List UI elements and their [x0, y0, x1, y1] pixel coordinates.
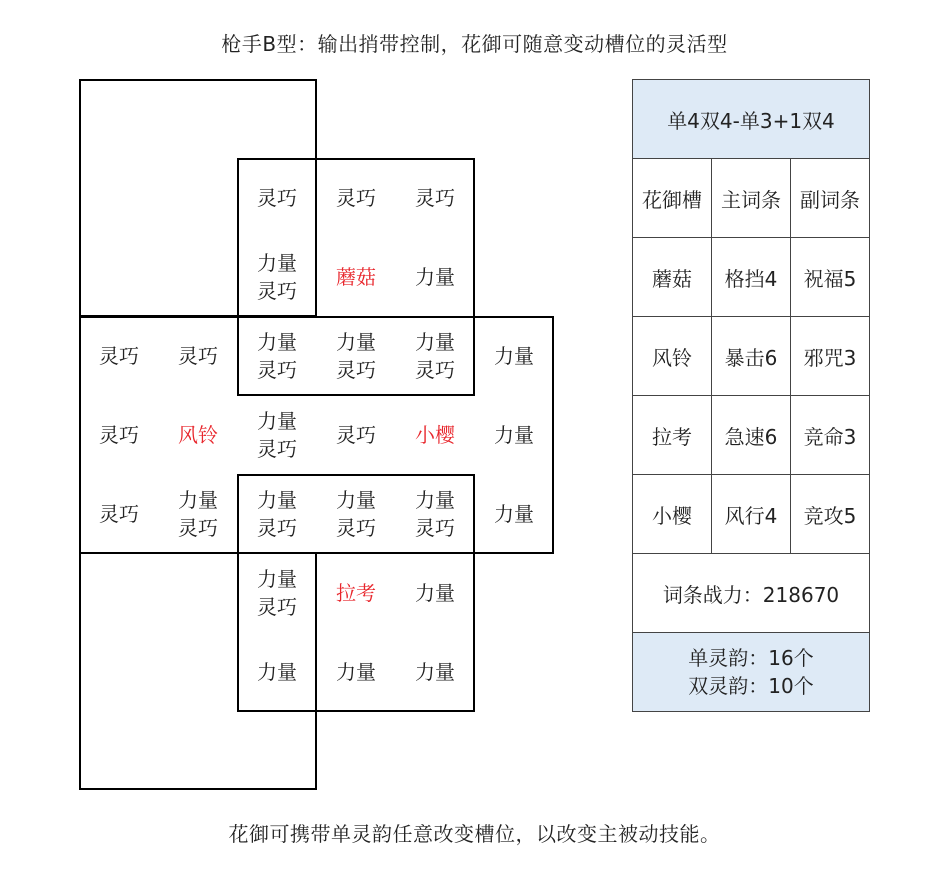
grid-cell: 力量 灵巧: [336, 330, 376, 382]
slot-mushroom: 蘑菇: [336, 265, 376, 289]
grid-cell: 灵巧: [415, 186, 455, 210]
grid-cell: 力量: [494, 423, 534, 447]
grid-cell: 力量 灵巧: [178, 488, 218, 540]
grid-cell: 灵巧: [99, 344, 139, 368]
grid-cell: 力量 灵巧: [257, 251, 297, 303]
grid-cell: 力量 灵巧: [257, 567, 297, 619]
table-cell: 邪咒3: [791, 317, 870, 396]
table-header: 单4双4-单3+1双4: [633, 80, 870, 159]
stats-table: [632, 79, 870, 712]
grid-cell: 力量: [415, 660, 455, 684]
table-cell: 格挡4: [712, 238, 791, 317]
grid-cell: 力量: [494, 344, 534, 368]
slot-sakura: 小樱: [415, 423, 455, 447]
grid-cell: 力量 灵巧: [257, 409, 297, 461]
grid-cell: 灵巧: [336, 423, 376, 447]
aura-summary: 单灵韵：16个 双灵韵：10个: [633, 633, 870, 712]
table-cell: 急速6: [712, 396, 791, 475]
grid-cell: 力量 灵巧: [257, 488, 297, 540]
table-cell: 祝福5: [791, 238, 870, 317]
table-row: [633, 396, 870, 475]
grid-cell: 力量 灵巧: [336, 488, 376, 540]
table-cell: 风铃: [633, 317, 712, 396]
table-column-headers: [633, 159, 870, 238]
table-cell: 小樱: [633, 475, 712, 554]
grid-cell: 灵巧: [257, 186, 297, 210]
diagram-title: 枪手B型：输出捎带控制，花御可随意变动槽位的灵活型: [221, 32, 728, 56]
grid-cell: 力量 灵巧: [415, 330, 455, 382]
grid-cell: 力量: [415, 581, 455, 605]
grid-cell: 力量: [257, 660, 297, 684]
grid-cell: 力量 灵巧: [257, 330, 297, 382]
table-cell: 风行4: [712, 475, 791, 554]
table-cell: 蘑菇: [633, 238, 712, 317]
grid-cell: 灵巧: [336, 186, 376, 210]
grid-cell: 力量: [336, 660, 376, 684]
table-cell: 竞命3: [791, 396, 870, 475]
grid-cell: 力量: [494, 502, 534, 526]
table-cell: 竞攻5: [791, 475, 870, 554]
slot-windbell: 风铃: [178, 423, 218, 447]
table-row: [633, 475, 870, 554]
grid-cell: 灵巧: [99, 423, 139, 447]
grid-cell: 灵巧: [99, 502, 139, 526]
grid-cell: 力量: [415, 265, 455, 289]
col-header: 主词条: [712, 159, 791, 238]
grid-cell: 灵巧: [178, 344, 218, 368]
table-cell: 暴击6: [712, 317, 791, 396]
power-value: 词条战力：218670: [633, 554, 870, 633]
table-row: [633, 317, 870, 396]
col-header: 花御槽: [633, 159, 712, 238]
col-header: 副词条: [791, 159, 870, 238]
footer-note: 花御可携带单灵韵任意改变槽位，以改变主被动技能。: [228, 822, 721, 846]
slot-lakao: 拉考: [336, 581, 376, 605]
grid-cell: 力量 灵巧: [415, 488, 455, 540]
table-row: [633, 238, 870, 317]
table-cell: 拉考: [633, 396, 712, 475]
